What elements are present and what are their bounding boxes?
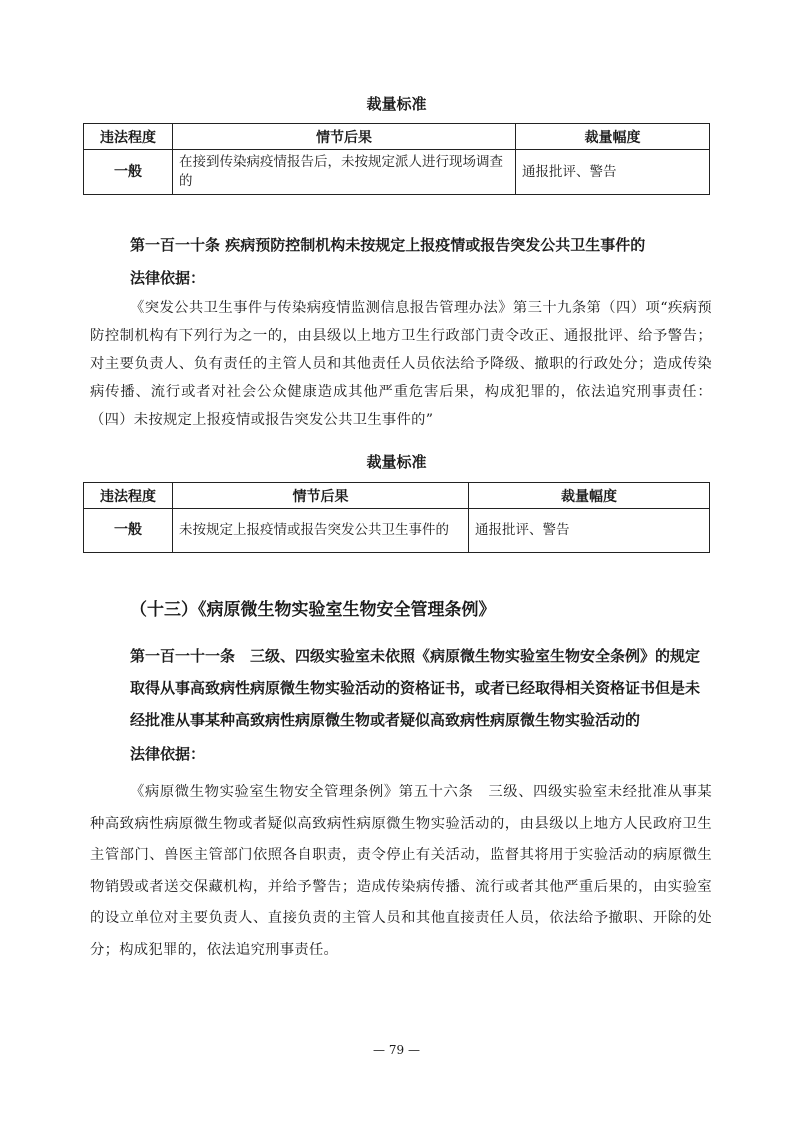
article-111-basis-label: 法律依据： — [130, 745, 206, 763]
header-degree: 违法程度 — [84, 124, 173, 150]
page-number: — 79 — — [373, 1043, 420, 1057]
cell-degree: 一般 — [84, 509, 173, 553]
discretion-standard-title: 裁量标准 — [366, 453, 427, 471]
article-110-basis-label: 法律依据： — [130, 269, 206, 287]
table-header-row — [84, 483, 710, 509]
header-penalty: 裁量幅度 — [516, 124, 710, 150]
header-degree: 违法程度 — [84, 483, 173, 509]
cell-penalty: 通报批评、警告 — [469, 509, 710, 553]
table-row — [84, 150, 710, 195]
header-penalty: 裁量幅度 — [469, 483, 710, 509]
header-circumstance: 情节后果 — [173, 483, 469, 509]
discretion-standard-title: 裁量标准 — [366, 95, 427, 113]
article-111-basis-text: 《病原微生物实验室生物安全管理条例》第五十六条 三级、四级实验室未经批准从事某种高致病性病原微生物或者疑似高致病性病原微生物实验活动的，由县级以上地方人民政府卫生主管部门、兽医主管部门依照各自职责，责令停止有关活动，监督其将用于实验活动的病原微生物销毁或者送交保藏机构，并给予警告；造成传染病传播、流行或者其他严重后果的，由实验室的设立单位对主要负责人、直接负责的主管人员和其他直接责任人员，依法给予撤职、开除的处分；构成犯罪的，依法追究刑事责任。 — [90, 784, 712, 958]
article-110-title: 第一百一十条 疾病预防控制机构未按规定上报疫情或报告突发公共卫生事件的 — [130, 236, 646, 254]
cell-circumstance: 在接到传染病疫情报告后，未按规定派人进行现场调查的 — [173, 150, 516, 195]
section-13-title: （十三）《病原微生物实验室生物安全管理条例》 — [130, 600, 496, 620]
header-circumstance: 情节后果 — [173, 124, 516, 150]
table-header-row — [84, 124, 710, 150]
article-110-basis-text: 《突发公共卫生事件与传染病疫情监测信息报告管理办法》第三十九条第（四）项“疾病预防控制机构有下列行为之一的，由县级以上地方卫生行政部门责令改正、通报批评、给予警告；对主要负责人、负有责任的主管人员和其他责任人员依法给予降级、撤职的行政处分；造成传染病传播、流行或者对社会公众健康造成其他严重危害后果，构成犯罪的，依法追究刑事责任：（四）未按规定上报疫情或报告突发公共卫生事件的” — [90, 300, 712, 428]
discretion-standard-table — [83, 482, 710, 553]
cell-degree: 一般 — [84, 150, 173, 195]
article-111-title: 第一百一十一条 三级、四级实验室未依照《病原微生物实验室生物安全条例》的规定取得从事高致病性病原微生物实验活动的资格证书，或者已经取得相关资格证书但是未经批准从事某种高致病性病原微生物或者疑似高致病性病原微生物实验活动的 — [130, 647, 701, 729]
cell-penalty: 通报批评、警告 — [516, 150, 710, 195]
discretion-standard-table — [83, 123, 710, 195]
table-row — [84, 509, 710, 553]
cell-circumstance: 未按规定上报疫情或报告突发公共卫生事件的 — [173, 509, 469, 553]
